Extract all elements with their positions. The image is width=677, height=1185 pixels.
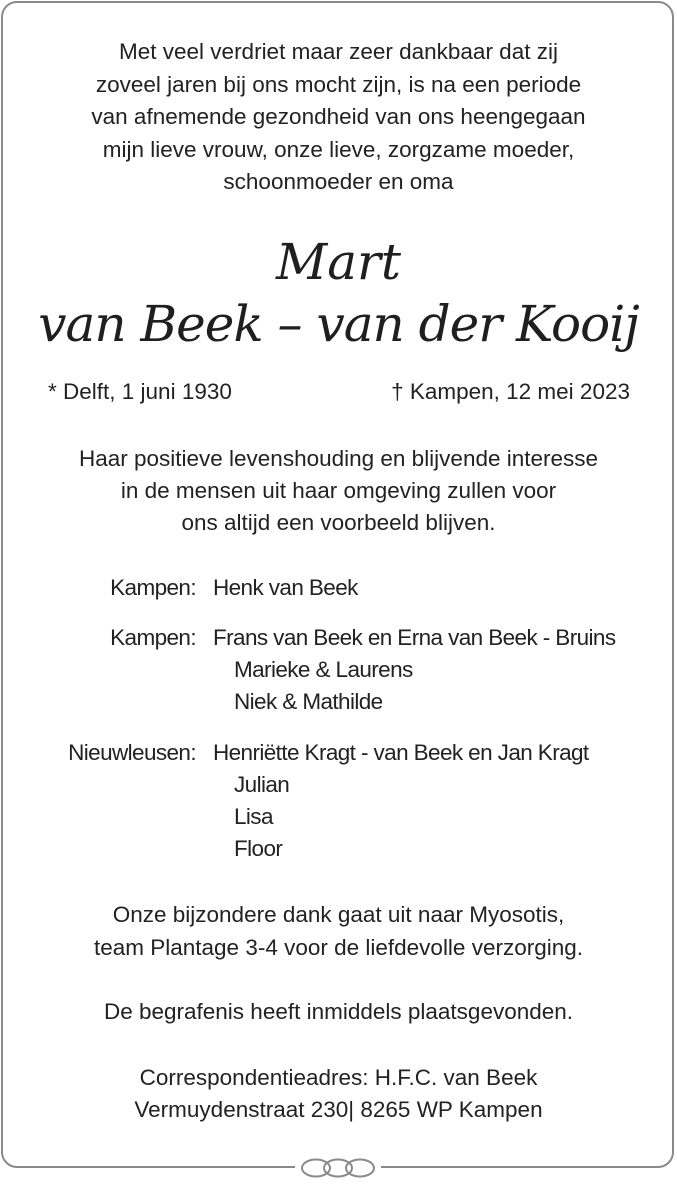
family-member: Marieke & Laurens [234,657,413,682]
death-date: † Kampen, 12 mei 2023 [391,379,630,404]
tribute-quote [0,443,677,539]
thanks-line: Onze bijzondere dank gaat uit naar Myosotis, [112,902,565,927]
family-member: Niek & Mathilde [234,689,383,714]
thanks-text [0,899,677,964]
birth-date: * Delft, 1 juni 1930 [48,379,232,404]
family-member: Henk van Beek [213,575,358,600]
intro-text [0,36,677,199]
address-line: Correspondentieadres: H.F.C. van Beek [139,1065,538,1090]
family-member: Lisa [234,804,273,829]
funeral-note: De begrafenis heeft inmiddels plaatsgevonden. [103,999,574,1024]
intro-line: Met veel verdriet maar zeer dankbaar dat zij [119,39,558,64]
ornament-rings-icon [295,1156,381,1180]
deceased-first-name: Mart [276,233,401,291]
intro-line: zoveel jaren bij ons mocht zijn, is na een periode [95,71,582,97]
family-place: Nieuwleusen: [68,740,196,765]
quote-line: Haar positieve levenshouding en blijvende interesse [78,446,599,471]
family-member: Floor [234,836,283,861]
intro-line: schoonmoeder en oma [223,169,454,194]
address-line: Vermuydenstraat 230| 8265 WP Kampen [134,1096,543,1122]
quote-line: in de mensen uit haar omgeving zullen voor [120,478,557,503]
family-persons [213,622,615,718]
correspondence-address [0,1062,677,1125]
family-place: Kampen: [110,625,196,650]
family-member: Henriëtte Kragt - van Beek en Jan Kragt [213,740,589,765]
family-member: Frans van Beek en Erna van Beek - Bruins [213,625,616,650]
thanks-line: team Plantage 3-4 voor de liefdevolle verzorging. [93,934,584,960]
family-persons [213,737,589,865]
deceased-surname: van Beek – van der Kooij [38,295,639,353]
family-place: Kampen: [110,575,196,600]
quote-line: ons altijd een voorbeeld blijven. [181,510,496,535]
intro-line: van afnemende gezondheid van ons heengegaan [91,104,586,129]
family-persons [213,572,358,604]
family-member: Julian [234,772,290,797]
intro-line: mijn lieve vrouw, onze lieve, zorgzame moeder, [102,136,575,162]
